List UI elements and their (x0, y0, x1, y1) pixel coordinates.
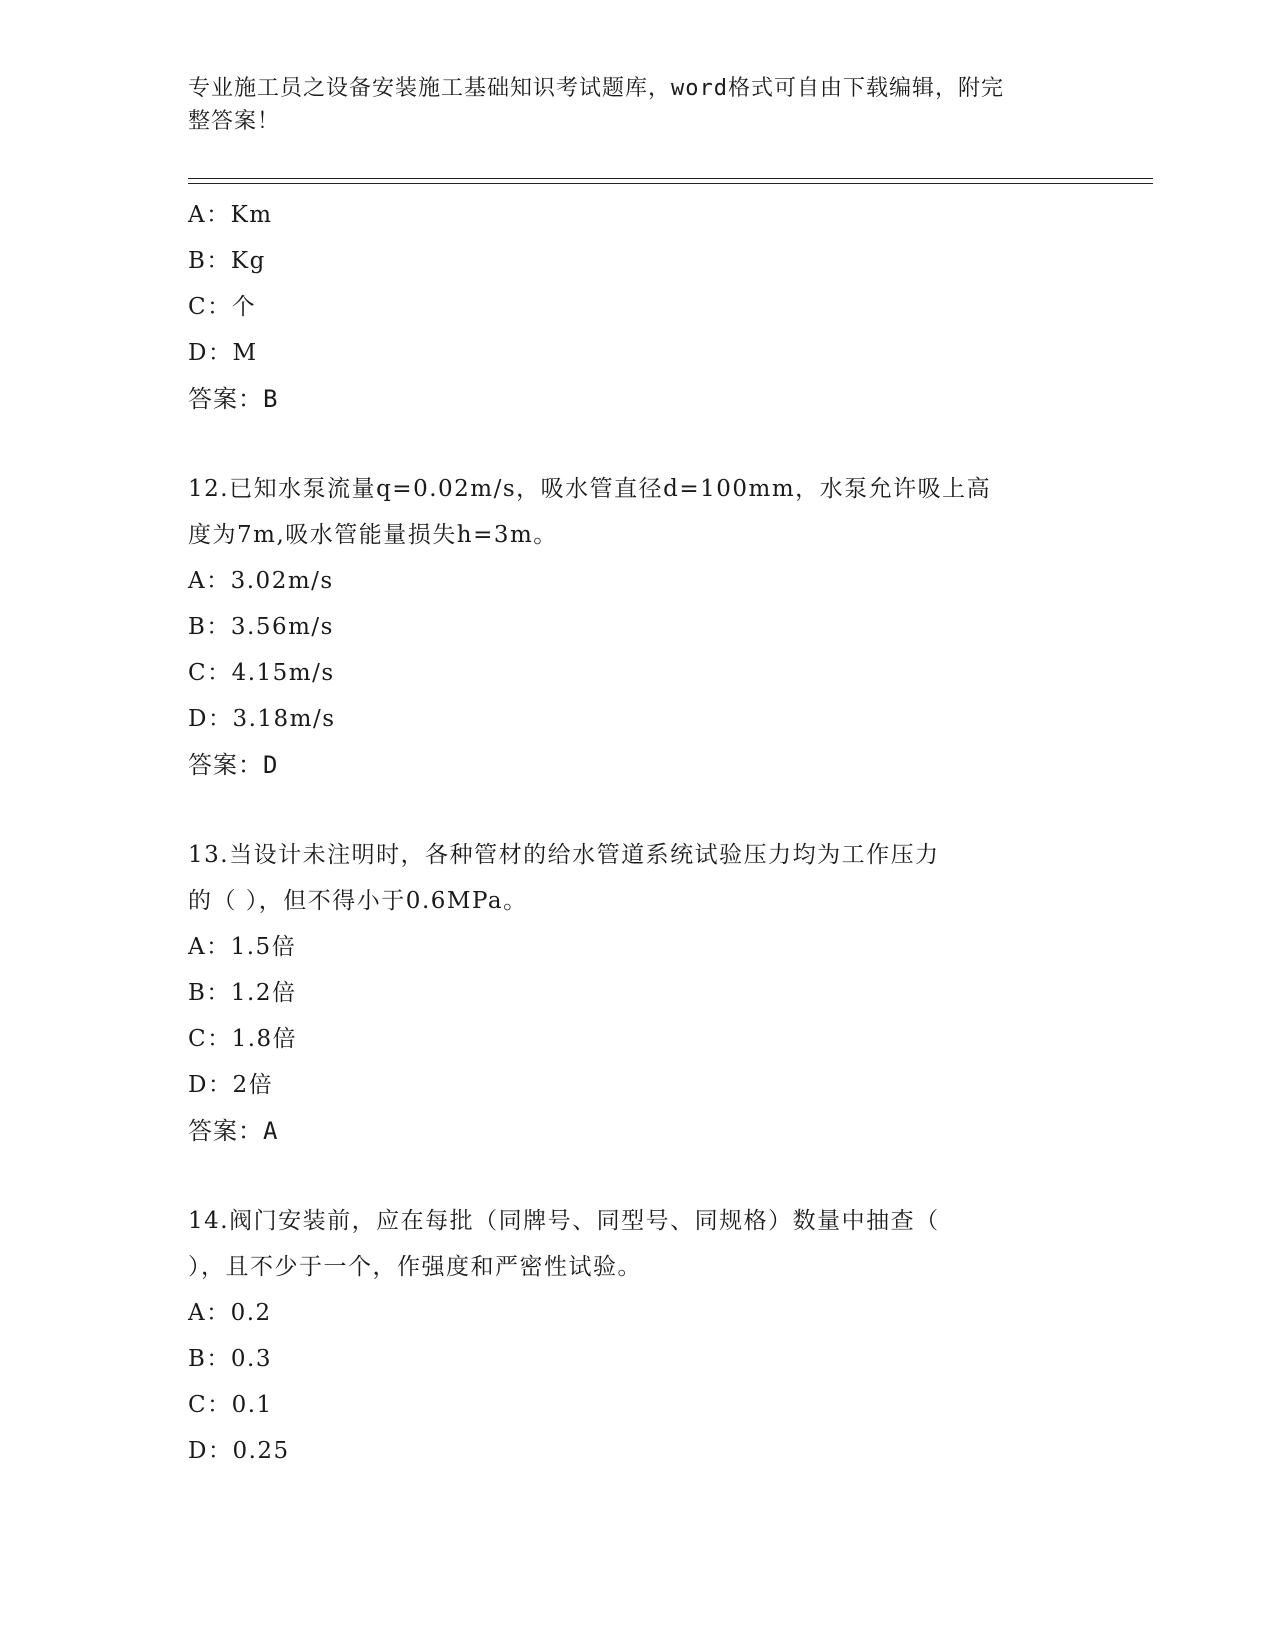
document-header (188, 72, 1088, 138)
question-text-line-1: 14.阀门安装前，应在每批（同牌号、同型号、同规格）数量中抽查（ (188, 1208, 940, 1234)
header-divider-bottom (188, 183, 1153, 184)
option-d: D：M (188, 340, 258, 366)
question-text-line-1: 13.当设计未注明时，各种管材的给水管道系统试验压力均为工作压力 (188, 842, 940, 868)
option-a: A：1.5倍 (188, 934, 297, 960)
answer-label: 答案： (188, 1117, 263, 1145)
option-d: D：2倍 (188, 1072, 274, 1098)
option-c: C：1.8倍 (188, 1026, 298, 1052)
question-text-line-2: 的（ ），但不得小于0.6MPa。 (188, 888, 528, 914)
option-b: B：Kg (188, 248, 266, 274)
answer-label: 答案： (188, 751, 263, 779)
question-text-line-1: 12.已知水泵流量q=0.02m/s，吸水管直径d=100mm，水泵允许吸上高 (188, 476, 992, 502)
answer-label: 答案： (188, 385, 263, 413)
header-title-line-1: 专业施工员之设备安装施工基础知识考试题库，word格式可自由下载编辑，附完 (188, 76, 1004, 101)
answer-value: A (263, 1117, 279, 1145)
answer-value: B (263, 385, 279, 413)
answer-line (188, 376, 1088, 422)
question-block-14 (188, 1198, 1088, 1474)
question-text-line-2: 度为7m,吸水管能量损失h=3m。 (188, 522, 558, 548)
question-block-11 (188, 192, 1088, 422)
option-c: C：个 (188, 294, 257, 320)
option-b: B：1.2倍 (188, 980, 297, 1006)
option-c: C：4.15m/s (188, 660, 335, 686)
answer-value: D (263, 751, 279, 779)
answer-line (188, 1108, 1088, 1154)
question-block-13 (188, 832, 1088, 1154)
header-divider-top (188, 178, 1153, 179)
option-b: B：3.56m/s (188, 614, 334, 640)
option-b: B：0.3 (188, 1346, 272, 1372)
question-text-line-2: ），且不少于一个，作强度和严密性试验。 (188, 1254, 642, 1280)
answer-line (188, 742, 1088, 788)
question-list (188, 192, 1088, 1474)
header-title-line-2: 整答案！ (188, 109, 281, 134)
option-a: A：Km (188, 202, 273, 228)
option-d: D：0.25 (188, 1438, 290, 1464)
option-a: A：0.2 (188, 1300, 272, 1326)
option-c: C：0.1 (188, 1392, 273, 1418)
option-a: A：3.02m/s (188, 568, 334, 594)
option-d: D：3.18m/s (188, 706, 336, 732)
question-block-12 (188, 466, 1088, 788)
